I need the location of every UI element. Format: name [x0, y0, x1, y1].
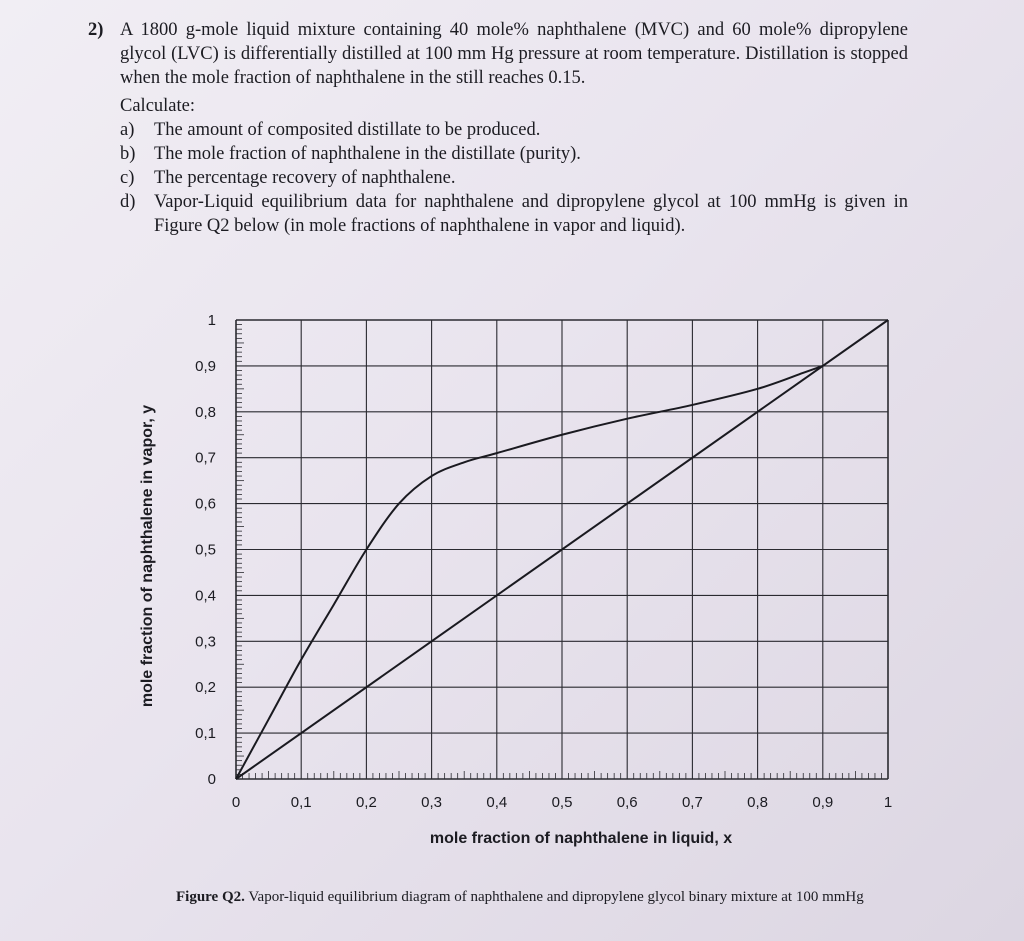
- x-axis-label: mole fraction of naphthalene in liquid, x: [429, 830, 733, 847]
- y-tick-label: 0,1: [195, 725, 216, 743]
- y-tick-label: 0,9: [195, 357, 216, 375]
- x-tick-label: 0,4: [486, 794, 508, 811]
- x-tick-label: 0,5: [551, 794, 573, 811]
- caption-label: Figure Q2.: [176, 889, 245, 905]
- y-tick-label: 0: [207, 771, 216, 788]
- y-tick-label: 0,3: [195, 633, 216, 651]
- x-tick-label: 0,9: [812, 794, 834, 811]
- part-d-letter: d): [120, 192, 136, 212]
- x-tick-label: 0,6: [616, 794, 638, 811]
- y-tick-label: 0,4: [195, 587, 216, 605]
- x-tick-label: 0,8: [747, 794, 769, 811]
- question-text: A 1800 g-mole liquid mixture containing 40 mole% naphthalene (MVC) and 60 mole% dipropylene glycol (LVC) is differentially distilled at 100 mm Hg pressure at room temperature. Distillation is stopped when the mole fraction of naphthalene in the still reaches 0.15.: [120, 20, 908, 88]
- y-tick-label: 0,2: [195, 679, 216, 697]
- figure-caption: [176, 888, 902, 907]
- x-tick-label: 0,2: [355, 794, 377, 811]
- x-tick-label: 0,1: [290, 794, 312, 811]
- part-d-text: Vapor-Liquid equilibrium data for naphthalene and dipropylene glycol at 100 mmHg is given in Figure Q2 below (in mole fractions of naphthalene in vapor and liquid).: [154, 192, 908, 236]
- part-a-letter: a): [120, 120, 135, 140]
- part-c-letter: c): [120, 168, 135, 188]
- y-axis-label: mole fraction of naphthalene in vapor, y: [139, 404, 156, 708]
- x-tick-label: 0,3: [421, 794, 443, 811]
- part-b-text: The mole fraction of naphthalene in the distillate (purity).: [154, 144, 581, 164]
- question-number: 2): [88, 20, 104, 40]
- y-tick-label: 0,5: [195, 541, 216, 559]
- x-tick-label: 0,7: [681, 794, 703, 811]
- x-tick-label: 1: [883, 794, 893, 811]
- y-tick-label: 0,6: [195, 495, 216, 513]
- part-b-letter: b): [120, 144, 136, 164]
- part-c-text: The percentage recovery of naphthalene.: [154, 168, 456, 188]
- y-tick-label: 1: [207, 312, 216, 329]
- part-a-text: The amount of composited distillate to be produced.: [154, 120, 541, 140]
- y-tick-label: 0,8: [195, 403, 216, 421]
- x-tick-label: 0: [231, 794, 241, 811]
- caption-text: Vapor-liquid equilibrium diagram of naphthalene and dipropylene glycol binary mixture at 100 mmHg: [248, 889, 864, 905]
- y-tick-label: 0,7: [195, 449, 216, 467]
- calculate-label: Calculate:: [120, 96, 195, 116]
